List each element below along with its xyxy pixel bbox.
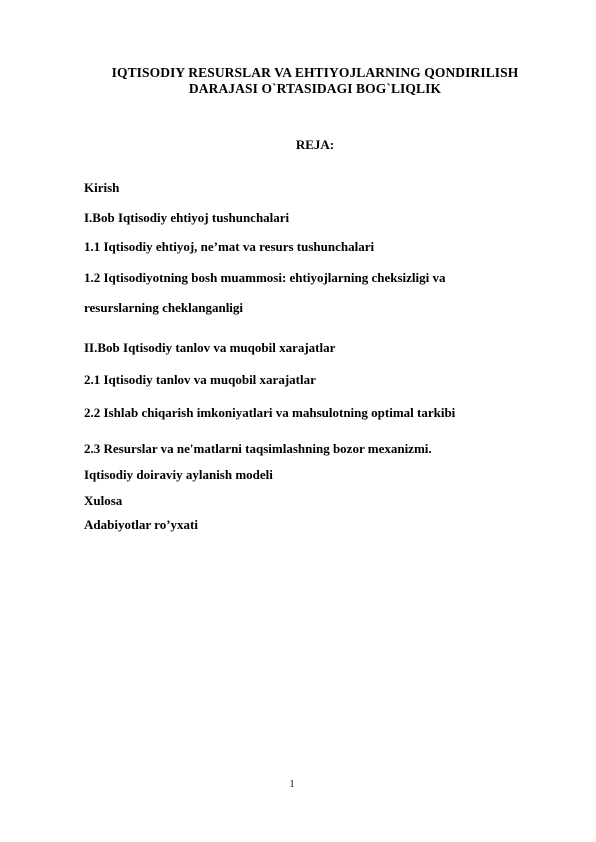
toc-item-section-2-3: 2.3 Resurslar va ne'matlarni taqsimlashning bozor mexanizmi. bbox=[84, 441, 432, 456]
toc-item-chapter-1: I.Bob Iqtisodiy ehtiyoj tushunchalari bbox=[84, 210, 290, 225]
toc-item-chapter-2: II.Bob Iqtisodiy tanlov va muqobil xarajatlar bbox=[84, 340, 336, 355]
toc-item-section-1-2: 1.2 Iqtisodiyotning bosh muammosi: ehtiyojlarning cheksizligi va bbox=[84, 270, 446, 285]
toc-item-section-1-1: 1.1 Iqtisodiy ehtiyoj, ne’mat va resurs tushunchalari bbox=[84, 239, 375, 254]
toc-item-conclusion: Xulosa bbox=[84, 493, 123, 508]
plan-heading: REJA: bbox=[295, 137, 335, 152]
toc-item-section-1-2-continued: resurslarning cheklanganligi bbox=[84, 300, 244, 315]
toc-item-section-2-1: 2.1 Iqtisodiy tanlov va muqobil xarajatlar bbox=[84, 372, 316, 387]
toc-item-section-2-2: 2.2 Ishlab chiqarish imkoniyatlari va mahsulotning optimal tarkibi bbox=[84, 405, 456, 420]
page-number: 1 bbox=[289, 779, 295, 790]
toc-item-references: Adabiyotlar ro’yxati bbox=[84, 517, 198, 532]
document-title-line-1: IQTISODIY RESURSLAR VA EHTIYOJLARNING QONDIRILISH bbox=[111, 65, 519, 80]
document-title-line-2: DARAJASI O`RTASIDAGI BOG`LIQLIK bbox=[188, 81, 442, 96]
toc-item-introduction: Kirish bbox=[84, 180, 120, 195]
toc-item-section-2-3-continued: Iqtisodiy doiraviy aylanish modeli bbox=[84, 467, 273, 482]
